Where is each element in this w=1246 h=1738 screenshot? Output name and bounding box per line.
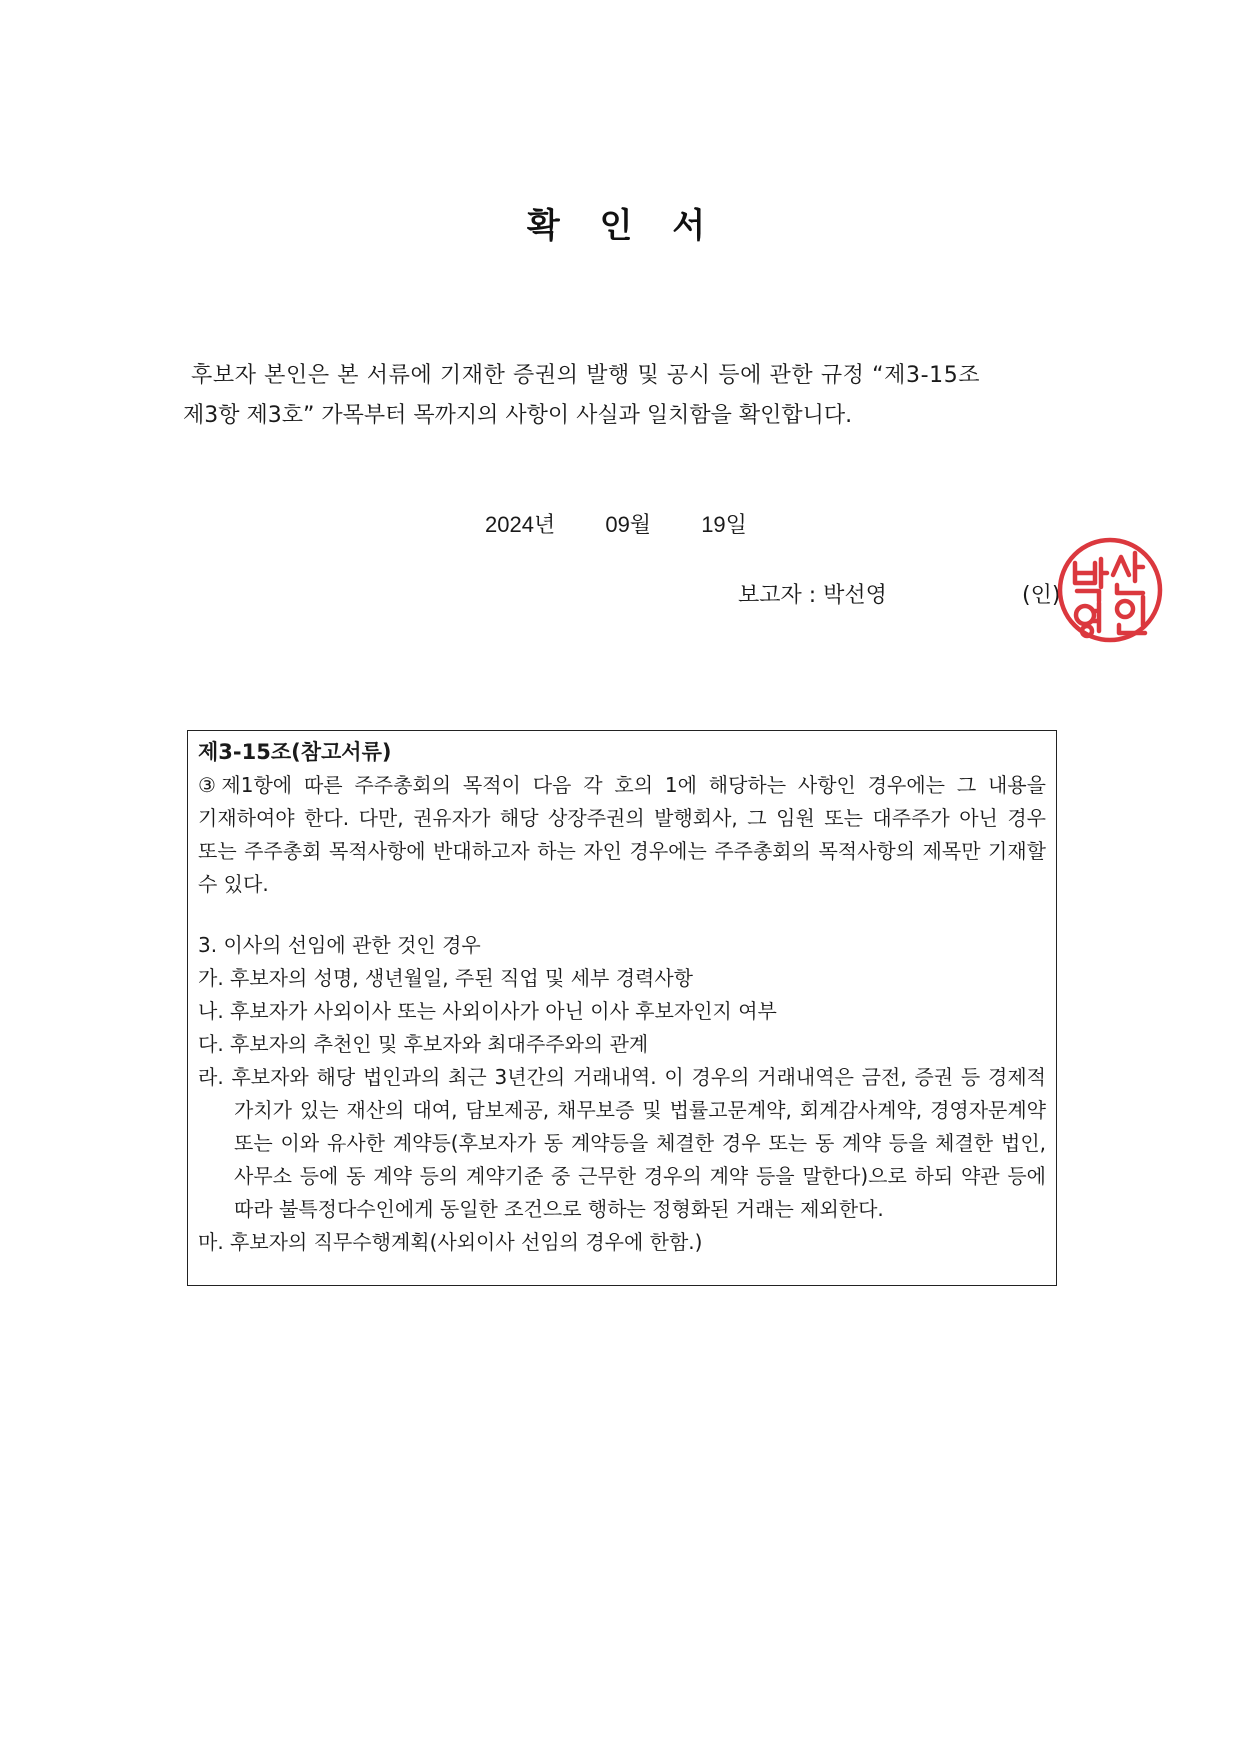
- signing-date: [485, 508, 747, 539]
- seal-placeholder: (인): [1022, 583, 1061, 608]
- reference-regulation-box: [187, 730, 1057, 1286]
- reference-list-item: 다. 후보자의 추천인 및 후보자와 최대주주와의 관계: [198, 1032, 649, 1056]
- date-day: 19일: [701, 512, 747, 537]
- reference-title: 제3-15조(참고서류): [198, 740, 392, 764]
- reference-list-item: 마. 후보자의 직무수행계획(사외이사 선임의 경우에 한함.): [198, 1230, 703, 1254]
- reference-paragraph: ③제1항에 따른 주주총회의 목적이 다음 각 호의 1에 해당하는 사항인 경우에는 그 내용을 기재하여야 한다. 다만, 권유자가 해당 상장주권의 발행회사, 그 임원 또는 대주주가 아닌 경우 또는 주주총회 목적사항에 반대하고자 하는 자인 경우에는 주주총회의 목적사항의 제목만 기재할 수 있다.: [198, 773, 1046, 896]
- confirmation-statement: [183, 356, 1063, 436]
- reference-item-heading: 3. 이사의 선임에 관한 것인 경우: [198, 933, 481, 957]
- confirmation-line-1: 후보자 본인은 본 서류에 기재한 증권의 발행 및 공시 등에 관한 규정 “제3-15조: [191, 363, 981, 388]
- date-year: 2024년: [485, 512, 556, 537]
- reporter-name: 보고자 : 박선영: [738, 583, 887, 608]
- date-month: 09월: [605, 512, 652, 537]
- document-title: 확 인 서: [526, 206, 720, 246]
- confirmation-line-2: 제3항 제3호” 가목부터 목까지의 사항이 사실과 일치함을 확인합니다.: [183, 403, 853, 428]
- reference-list-item: 나. 후보자가 사외이사 또는 사외이사가 아닌 이사 후보자인지 여부: [198, 999, 777, 1023]
- reference-list-item: 라. 후보자와 해당 법인과의 최근 3년간의 거래내역. 이 경우의 거래내역은 금전, 증권 등 경제적 가치가 있는 재산의 대여, 담보제공, 채무보증 및 법률고문계약, 회계감사계약, 경영자문계약 또는 이와 유사한 계약등(후보자가 동 계약등을 체결한 경우 또는 동 계약 등을 체결한 법인,사무소 등에 동 계약 등의 계약기준 중 근무한 경우의 계약 등을 말한다)으로 하되 약관 등에 따라 불특정다수인에게 동일한 조건으로 행하는 정형화된 거래는 제외한다.: [198, 1065, 1046, 1221]
- reference-list-item: 가. 후보자의 성명, 생년월일, 주된 직업 및 세부 경력사항: [198, 966, 693, 990]
- spacer: [198, 901, 1046, 929]
- seal-stamp-icon: [1055, 535, 1165, 645]
